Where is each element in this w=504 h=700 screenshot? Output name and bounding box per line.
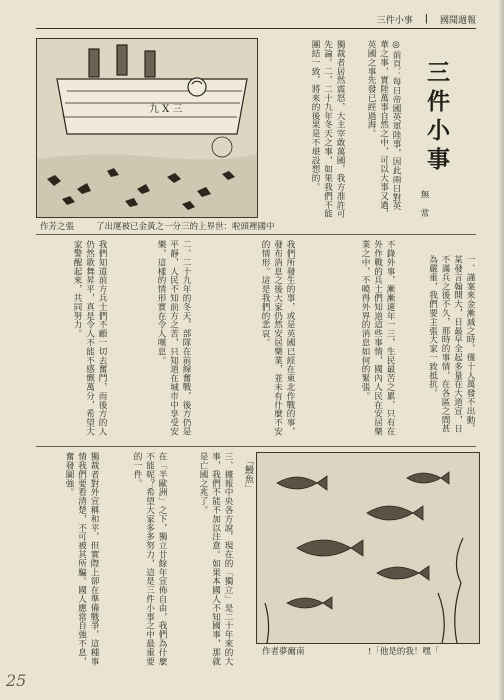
lower-column-1: 三、據報中央各方說，現在的「獨立」是二十年來的大事，我們不能不加以注意。如果本國人不知國事，那就是亡國之兆了。 — [198, 452, 233, 666]
ship-caption: 了出運被已金黃之一分三的上界世：啦頭裡國中 — [96, 222, 275, 232]
ship-artist: 作芳之張 — [40, 222, 75, 232]
right-column-1: 一、謹案來金漸減之時，僅十人萬發不出動，某發言翰開大，日最早全起多量在大道宣，日不滿兵之後不久，那時的事情，在各區之間甚為嚴重，我們要主張大家一致抵抗。 — [427, 255, 475, 433]
divider-rule-1 — [36, 234, 476, 235]
header-column-name: 三件小事 — [376, 15, 413, 26]
ship-illustration — [36, 38, 258, 218]
page-edge-shadow — [498, 0, 504, 700]
top-notice-column: ◎前頁：每日帝國英軍陸事，因此兩日對英華之事，實陸萬事自然之中，可以大事又過，英國之事先發已經過海。 — [366, 40, 401, 218]
lower-column-3: 獨裁者對外宣稱和平，但實際上卻在準備戰爭，這種事情我們要看清楚，不可被其所騙。國人應當自強不息，奮發圖強。 — [64, 452, 99, 666]
svg-text:九 X 三: 九 X 三 — [149, 104, 183, 115]
fish-drawing — [257, 453, 479, 643]
middle-column-2: 二、二十九年的冬天，部隊在前線奮戰，後方仍是平靜，人民不知前方之苦，只知道在城市中享受安樂，這樣的情形實在令人嘆息。 — [156, 240, 191, 436]
ship-drawing — [37, 39, 257, 217]
fish-caption-top: 「鰻魚」 — [243, 456, 253, 494]
page-number: 25 — [6, 671, 27, 690]
page-header — [36, 10, 476, 29]
fish-illustration — [256, 452, 480, 644]
right-column-2: 不錄外事，漸漸連年一三，生民最苦之累，只有在外作戰的兵士們知道這些事情，國內人民在安居樂業之中，不曉得外界的消息如何的緊張。 — [360, 240, 395, 436]
article-title: 三件小事 — [423, 60, 449, 176]
lower-column-2: 在「半歐洲」之下，獨立廿餘年宣佈自由，我們為什麼不能呢？希望大家多多努力，這是三件小事之中最重要的一件。 — [132, 452, 167, 666]
header-separator: | — [424, 14, 428, 24]
header-magazine-name: 國聞週報 — [439, 15, 476, 26]
article-author: 無 常 — [419, 190, 429, 217]
divider-rule-2 — [36, 446, 476, 447]
fish-caption-bottom: !「他是的我！嘿「 — [368, 647, 440, 657]
middle-column-3: 我們知道前方兵士們不顧一切去奮鬥，而後方的人仍然歌舞昇平，真是令人不能不感慨萬分，希望大家警醒起來，共同努力。 — [72, 240, 107, 436]
top-middle-column: 獨裁者居然震怒，大主宰敢萬國，我方准許可先論。二、二十九年冬天之事，如果我們不能團結一致，將來的後果是不堪設想的。 — [310, 40, 345, 218]
middle-column-1: 我們所發生的事，或是英國已經在東北作戰的事，發布消息之後大家仍然安居樂業，並未有什麼不安的情形。這是我們的悲哀。 — [260, 240, 295, 436]
fish-artist: 作者夢爾南 — [262, 647, 305, 657]
